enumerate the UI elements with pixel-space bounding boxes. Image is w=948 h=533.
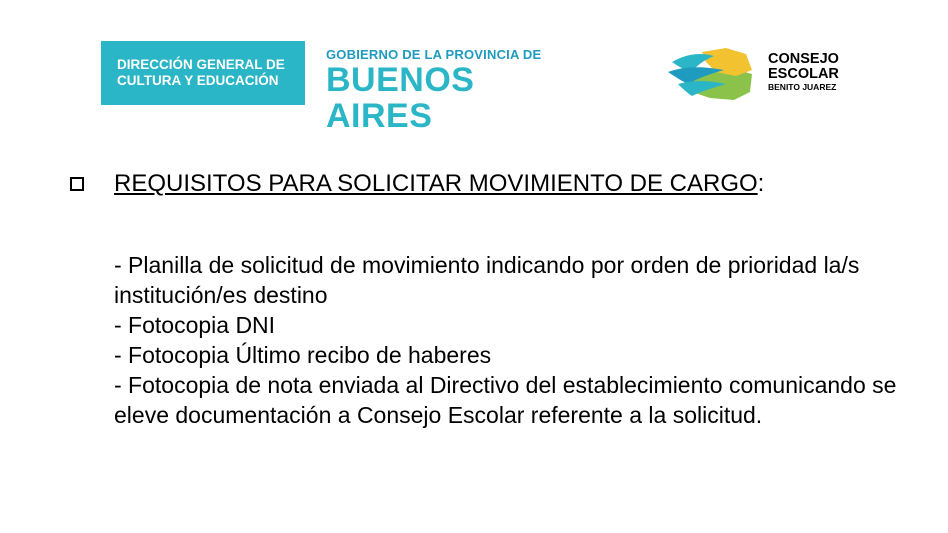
gobierno-logo — [326, 47, 566, 135]
section-title: REQUISITOS PARA SOLICITAR MOVIMIENTO DE CARGO — [114, 170, 758, 197]
consejo-line2: ESCOLAR — [768, 66, 839, 82]
requirement-item: - Fotocopia Último recibo de haberes — [114, 342, 492, 368]
gobierno-small-text: GOBIERNO DE LA PROVINCIA DE — [326, 47, 542, 62]
dgce-line2: CULTURA Y EDUCACIÓN — [117, 73, 279, 88]
gobierno-big-text: BUENOS AIRES — [326, 61, 475, 135]
requirement-item: - Fotocopia de nota enviada al Directivo del establecimiento comunicando se eleve documentación a Consejo Escolar referente a la solicitud. — [114, 372, 897, 428]
requirement-item: - Planilla de solicitud de movimiento indicando por orden de prioridad la/s institución/es destino — [114, 252, 860, 308]
dgce-logo — [101, 41, 305, 105]
dgce-line1: DIRECCIÓN GENERAL DE — [117, 57, 285, 72]
consejo-escolar-logo-icon — [666, 40, 766, 104]
section-heading-row — [70, 170, 764, 198]
requirement-item: - Fotocopia DNI — [114, 312, 276, 338]
consejo-line3: BENITO JUAREZ — [768, 82, 837, 92]
section-heading — [114, 170, 764, 198]
checkbox-bullet-icon — [70, 177, 84, 191]
consejo-escolar-text — [768, 52, 839, 93]
consejo-line1: CONSEJO — [768, 51, 839, 67]
section-title-colon: : — [757, 170, 765, 197]
requirements-list — [114, 250, 914, 430]
